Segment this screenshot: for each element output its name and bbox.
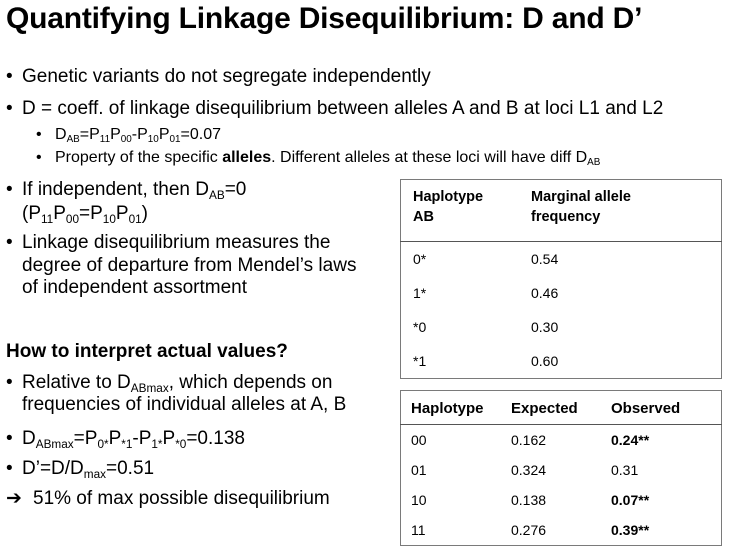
expected-observed-table <box>400 390 722 546</box>
formula-dabmax: $D_{ABmax}=P_{0*}P_{*1}-P_{1*}P_{*0}=0.138$ <box>22 428 245 451</box>
expected-cell: 0.138 <box>511 492 547 508</box>
property-alleles-note: Property of the specific alleles. Different alleles at these loci will have diff $D_{AB}$ <box>55 149 601 169</box>
formula-dprime: $D’=D/D_{max}=0.51$ <box>22 458 155 481</box>
bullet-dot: • <box>6 66 13 87</box>
haplotype-cell: 00 <box>411 432 427 448</box>
observed-cell: 0.24** <box>611 432 650 448</box>
bullet-dot: • <box>6 428 13 449</box>
column-header-expected: Expected <box>501 391 601 425</box>
table-row <box>401 515 722 546</box>
bullet-ld-measure-line2: degree of departure from Mendel’s laws <box>22 255 357 276</box>
expected-cell: 0.162 <box>511 432 547 448</box>
bullet-independent: If independent, then $D_{AB}=0$ <box>22 179 247 202</box>
column-header-haplotype: Haplotype AB <box>401 180 520 242</box>
column-header-haplotype: Haplotype <box>401 391 502 425</box>
expected-cell: 0.324 <box>511 462 547 478</box>
haplotype-cell: 01 <box>411 462 427 478</box>
observed-cell: 0.31 <box>611 462 639 478</box>
bullet-ld-measure-line1: Linkage disequilibrium measures the <box>22 232 331 253</box>
haplotype-cell: 11 <box>411 522 426 538</box>
table-row <box>401 242 722 277</box>
sub-bullet-dot: • <box>36 149 42 166</box>
bullet-dot: • <box>6 98 13 119</box>
table-row <box>401 344 722 379</box>
haplotype-cell: 10 <box>411 492 427 508</box>
frequency-cell: 0.60 <box>531 353 559 369</box>
interpret-heading: How to interpret actual values? <box>6 341 288 362</box>
frequency-cell: 0.54 <box>531 251 559 267</box>
column-header-marginal-frequency: Marginal allele frequency <box>519 180 722 242</box>
haplotype-cell: 1* <box>413 285 427 301</box>
table-row <box>401 455 722 485</box>
bullet-segregation: Genetic variants do not segregate independently <box>22 66 431 87</box>
bullet-dot: • <box>6 232 13 253</box>
sub-bullet-dot: • <box>36 126 42 143</box>
bullet-relative-dabmax: Relative to $D_{ABmax}$, which depends on <box>22 372 333 395</box>
table-header-row <box>401 391 722 425</box>
conclusion-text: 51% of max possible disequilibrium <box>33 488 330 509</box>
haplotype-cell: *1 <box>413 353 427 369</box>
marginal-frequency-table <box>400 179 722 379</box>
bullet-dot: • <box>6 179 13 200</box>
table-row <box>401 485 722 515</box>
table-header-row <box>401 180 722 242</box>
table-row <box>401 425 722 456</box>
column-header-observed: Observed <box>601 391 722 425</box>
frequency-cell: 0.46 <box>531 285 559 301</box>
bullet-dot: • <box>6 372 13 393</box>
formula-independent: $(P_{11}P_{00}=P_{10}P_{01})$ <box>22 203 148 226</box>
arrow-icon: ➔ <box>6 488 22 509</box>
bullet-dot: • <box>6 458 13 479</box>
formula-dab: $D_{AB}=P_{11}P_{00}-P_{10}P_{01}=0.07$ <box>55 126 222 146</box>
observed-cell: 0.07** <box>611 492 650 508</box>
bullet-d-definition: D = coeff. of linkage disequilibrium between alleles A and B at loci L1 and L2 <box>22 98 664 119</box>
bullet-ld-measure-line3: of independent assortment <box>22 277 247 298</box>
frequency-cell: 0.30 <box>531 319 559 335</box>
haplotype-cell: *0 <box>413 319 427 335</box>
table-row <box>401 310 722 344</box>
expected-cell: 0.276 <box>511 522 547 538</box>
table-row <box>401 276 722 310</box>
slide-title: Quantifying Linkage Disequilibrium: D and D’ <box>6 2 643 35</box>
bullet-relative-dabmax-line2: frequencies of individual alleles at A, B <box>22 394 347 415</box>
haplotype-cell: 0* <box>413 251 427 267</box>
observed-cell: 0.39** <box>611 522 650 538</box>
